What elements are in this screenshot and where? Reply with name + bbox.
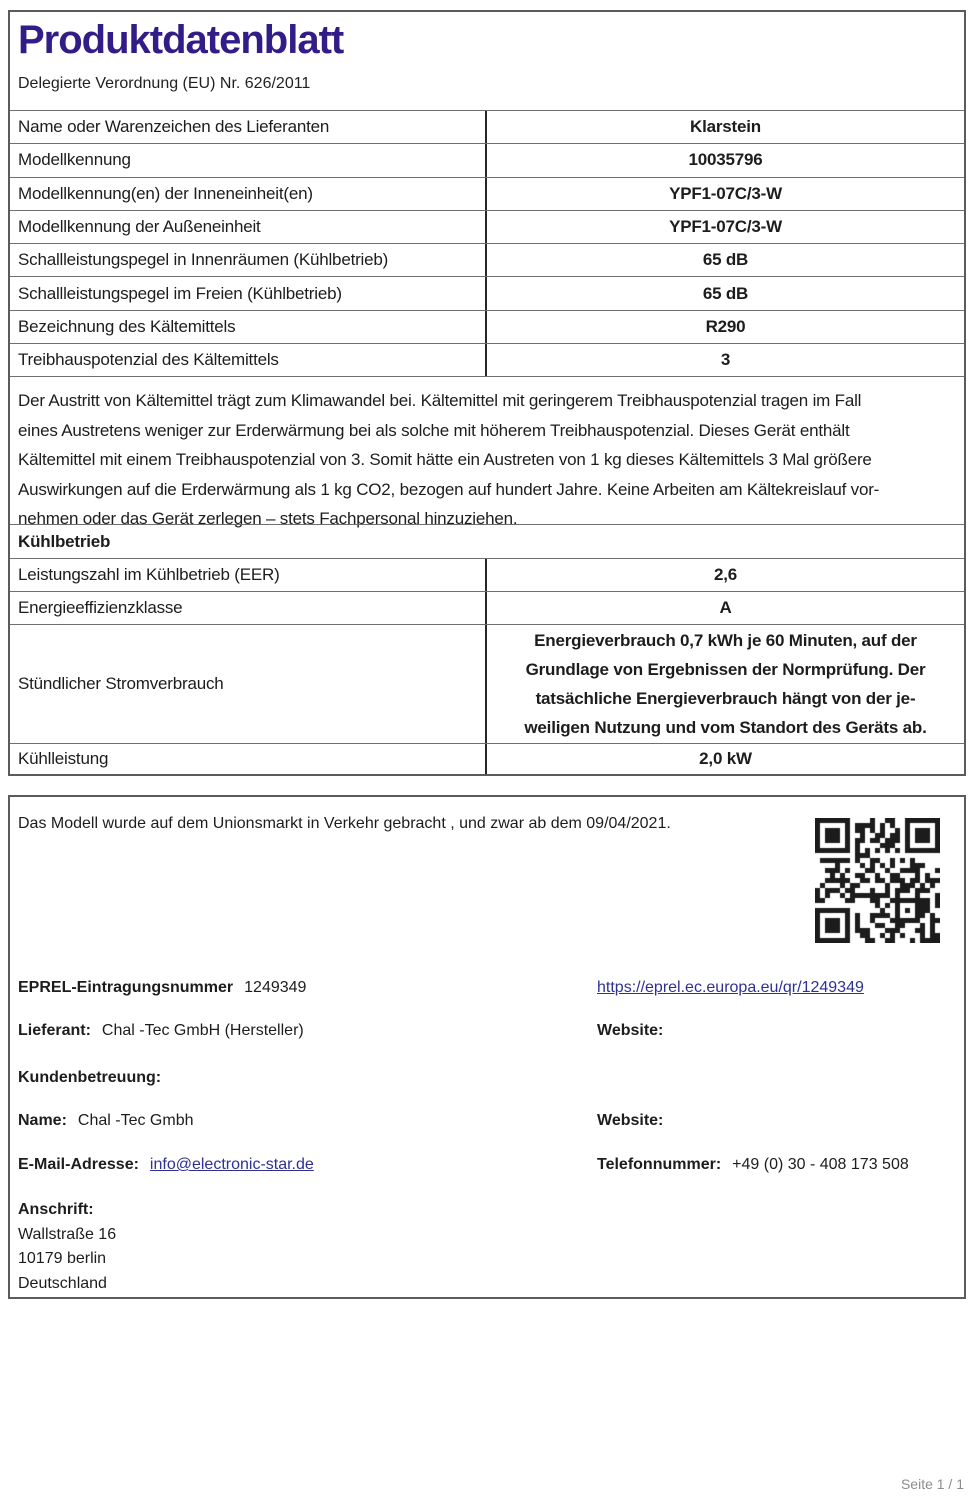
- spec-value: YPF1-07C/3-W: [669, 183, 782, 203]
- address-line: Wallstraße 16: [18, 1226, 117, 1243]
- spec-label: Energieeffizienzklasse: [10, 592, 487, 624]
- email-label: E-Mail-Adresse:: [18, 1156, 139, 1173]
- eprel-label: EPREL-Eintragungsnummer: [18, 979, 234, 996]
- table-row: [10, 143, 964, 176]
- spec-value: 3: [720, 350, 731, 370]
- table-row: [10, 343, 964, 376]
- phone-row: [597, 1155, 909, 1174]
- spec-value: YPF1-07C/3-W: [669, 217, 782, 237]
- note-line: Auswirkungen auf die Erderwärmung als 1 kg CO2, bezogen auf hundert Jahre. Keine Arbeiten am Kältekreislauf vor-: [18, 479, 880, 499]
- table-row: [10, 624, 964, 743]
- supplier-row: [18, 1021, 304, 1040]
- section-header-kuehlbetrieb: Kühlbetrieb: [10, 524, 964, 557]
- email-link[interactable]: info@electronic-star.de: [149, 1156, 314, 1173]
- consumption-line: Energieverbrauch 0,7 kWh je 60 Minuten, auf der: [534, 631, 917, 651]
- address-line: Deutschland: [18, 1275, 107, 1292]
- table-row: [10, 558, 964, 591]
- table-row: [10, 177, 964, 210]
- qr-code-icon: [815, 818, 940, 943]
- address-line: 10179 berlin: [18, 1250, 107, 1267]
- address-label: Anschrift:: [18, 1201, 94, 1218]
- website-label: Website:: [597, 1112, 664, 1129]
- spec-value: 2,0 kW: [699, 749, 752, 769]
- spec-label: Treibhauspotenzial des Kältemittels: [10, 344, 487, 376]
- supplier-value: Chal -Tec GmbH (Hersteller): [101, 1022, 304, 1039]
- note-line: nehmen oder das Gerät zerlegen – stets Fachpersonal hinzuziehen.: [18, 509, 518, 528]
- spec-label: Schallleistungspegel in Innenräumen (Kühlbetrieb): [10, 244, 487, 276]
- table-row: [10, 276, 964, 309]
- refrigerant-note: [10, 376, 964, 528]
- table-row: [10, 591, 964, 624]
- spec-value: R290: [705, 316, 746, 336]
- email-row: [18, 1155, 314, 1174]
- page-title: Produktdatenblatt: [18, 18, 344, 62]
- eprel-link[interactable]: https://eprel.ec.europa.eu/qr/1249349: [597, 979, 864, 996]
- note-line: eines Austretens weniger zur Erderwärmung bei als solche mit höherem Treibhauspotenzial. Dieses Gerät enthält: [18, 420, 850, 440]
- spec-label: Kühlleistung: [10, 744, 487, 774]
- support-label: Kundenbetreuung:: [18, 1069, 162, 1086]
- table-row: [10, 110, 964, 143]
- supplier-panel: [8, 795, 966, 1299]
- name-label: Name:: [18, 1112, 67, 1129]
- market-statement: Das Modell wurde auf dem Unionsmarkt in Verkehr gebracht , und zwar ab dem 09/04/2021.: [18, 815, 671, 832]
- website-label: Website:: [597, 1022, 664, 1039]
- spec-value: 65 dB: [702, 250, 749, 270]
- spec-value: [487, 625, 964, 743]
- supplier-label: Lieferant:: [18, 1022, 91, 1039]
- table-row: [10, 210, 964, 243]
- name-value: Chal -Tec Gmbh: [77, 1112, 194, 1129]
- spec-label: Modellkennung: [10, 144, 487, 176]
- consumption-line: weiligen Nutzung und vom Standort des Geräts ab.: [524, 718, 927, 738]
- eprel-number: 1249349: [244, 979, 307, 996]
- spec-label: Schallleistungspegel im Freien (Kühlbetrieb): [10, 277, 487, 309]
- spec-value: 2,6: [713, 564, 738, 584]
- table-row: [10, 310, 964, 343]
- page-number: Seite 1 / 1: [900, 1476, 964, 1492]
- eprel-row: [18, 978, 306, 997]
- consumption-line: Grundlage von Ergebnissen der Normprüfung. Der: [525, 660, 926, 680]
- table-row: [10, 243, 964, 276]
- spec-label: Name oder Warenzeichen des Lieferanten: [10, 111, 487, 143]
- note-line: Kältemittel mit einem Treibhauspotenzial von 3. Somit hätte ein Austreten von 1 kg dieses Kältemittels 3 Mal größere: [18, 450, 872, 470]
- contact-name-row: [18, 1111, 194, 1130]
- spec-label: Modellkennung der Außeneinheit: [10, 211, 487, 243]
- spec-value: A: [719, 598, 732, 618]
- phone-value: +49 (0) 30 - 408 173 508: [732, 1156, 909, 1173]
- note-line: Der Austritt von Kältemittel trägt zum Klimawandel bei. Kältemittel mit geringerem Treibhauspotenzial tragen im Fall: [18, 391, 862, 411]
- spec-table: [10, 110, 964, 774]
- spec-label: Modellkennung(en) der Inneneinheit(en): [10, 178, 487, 210]
- phone-label: Telefonnummer:: [597, 1156, 722, 1173]
- table-row: [10, 743, 964, 774]
- datasheet-header: [10, 12, 964, 110]
- spec-label: Bezeichnung des Kältemittels: [10, 311, 487, 343]
- consumption-line: tatsächliche Energieverbrauch hängt von der je-: [535, 689, 916, 709]
- spec-value: 65 dB: [702, 283, 749, 303]
- spec-label: Stündlicher Stromverbrauch: [10, 625, 487, 743]
- datasheet-panel: [8, 10, 966, 776]
- spec-value: 10035796: [688, 150, 763, 170]
- spec-value: Klarstein: [690, 117, 761, 137]
- spec-label: Leistungszahl im Kühlbetrieb (EER): [10, 559, 487, 591]
- regulation-subtitle: Delegierte Verordnung (EU) Nr. 626/2011: [18, 75, 311, 92]
